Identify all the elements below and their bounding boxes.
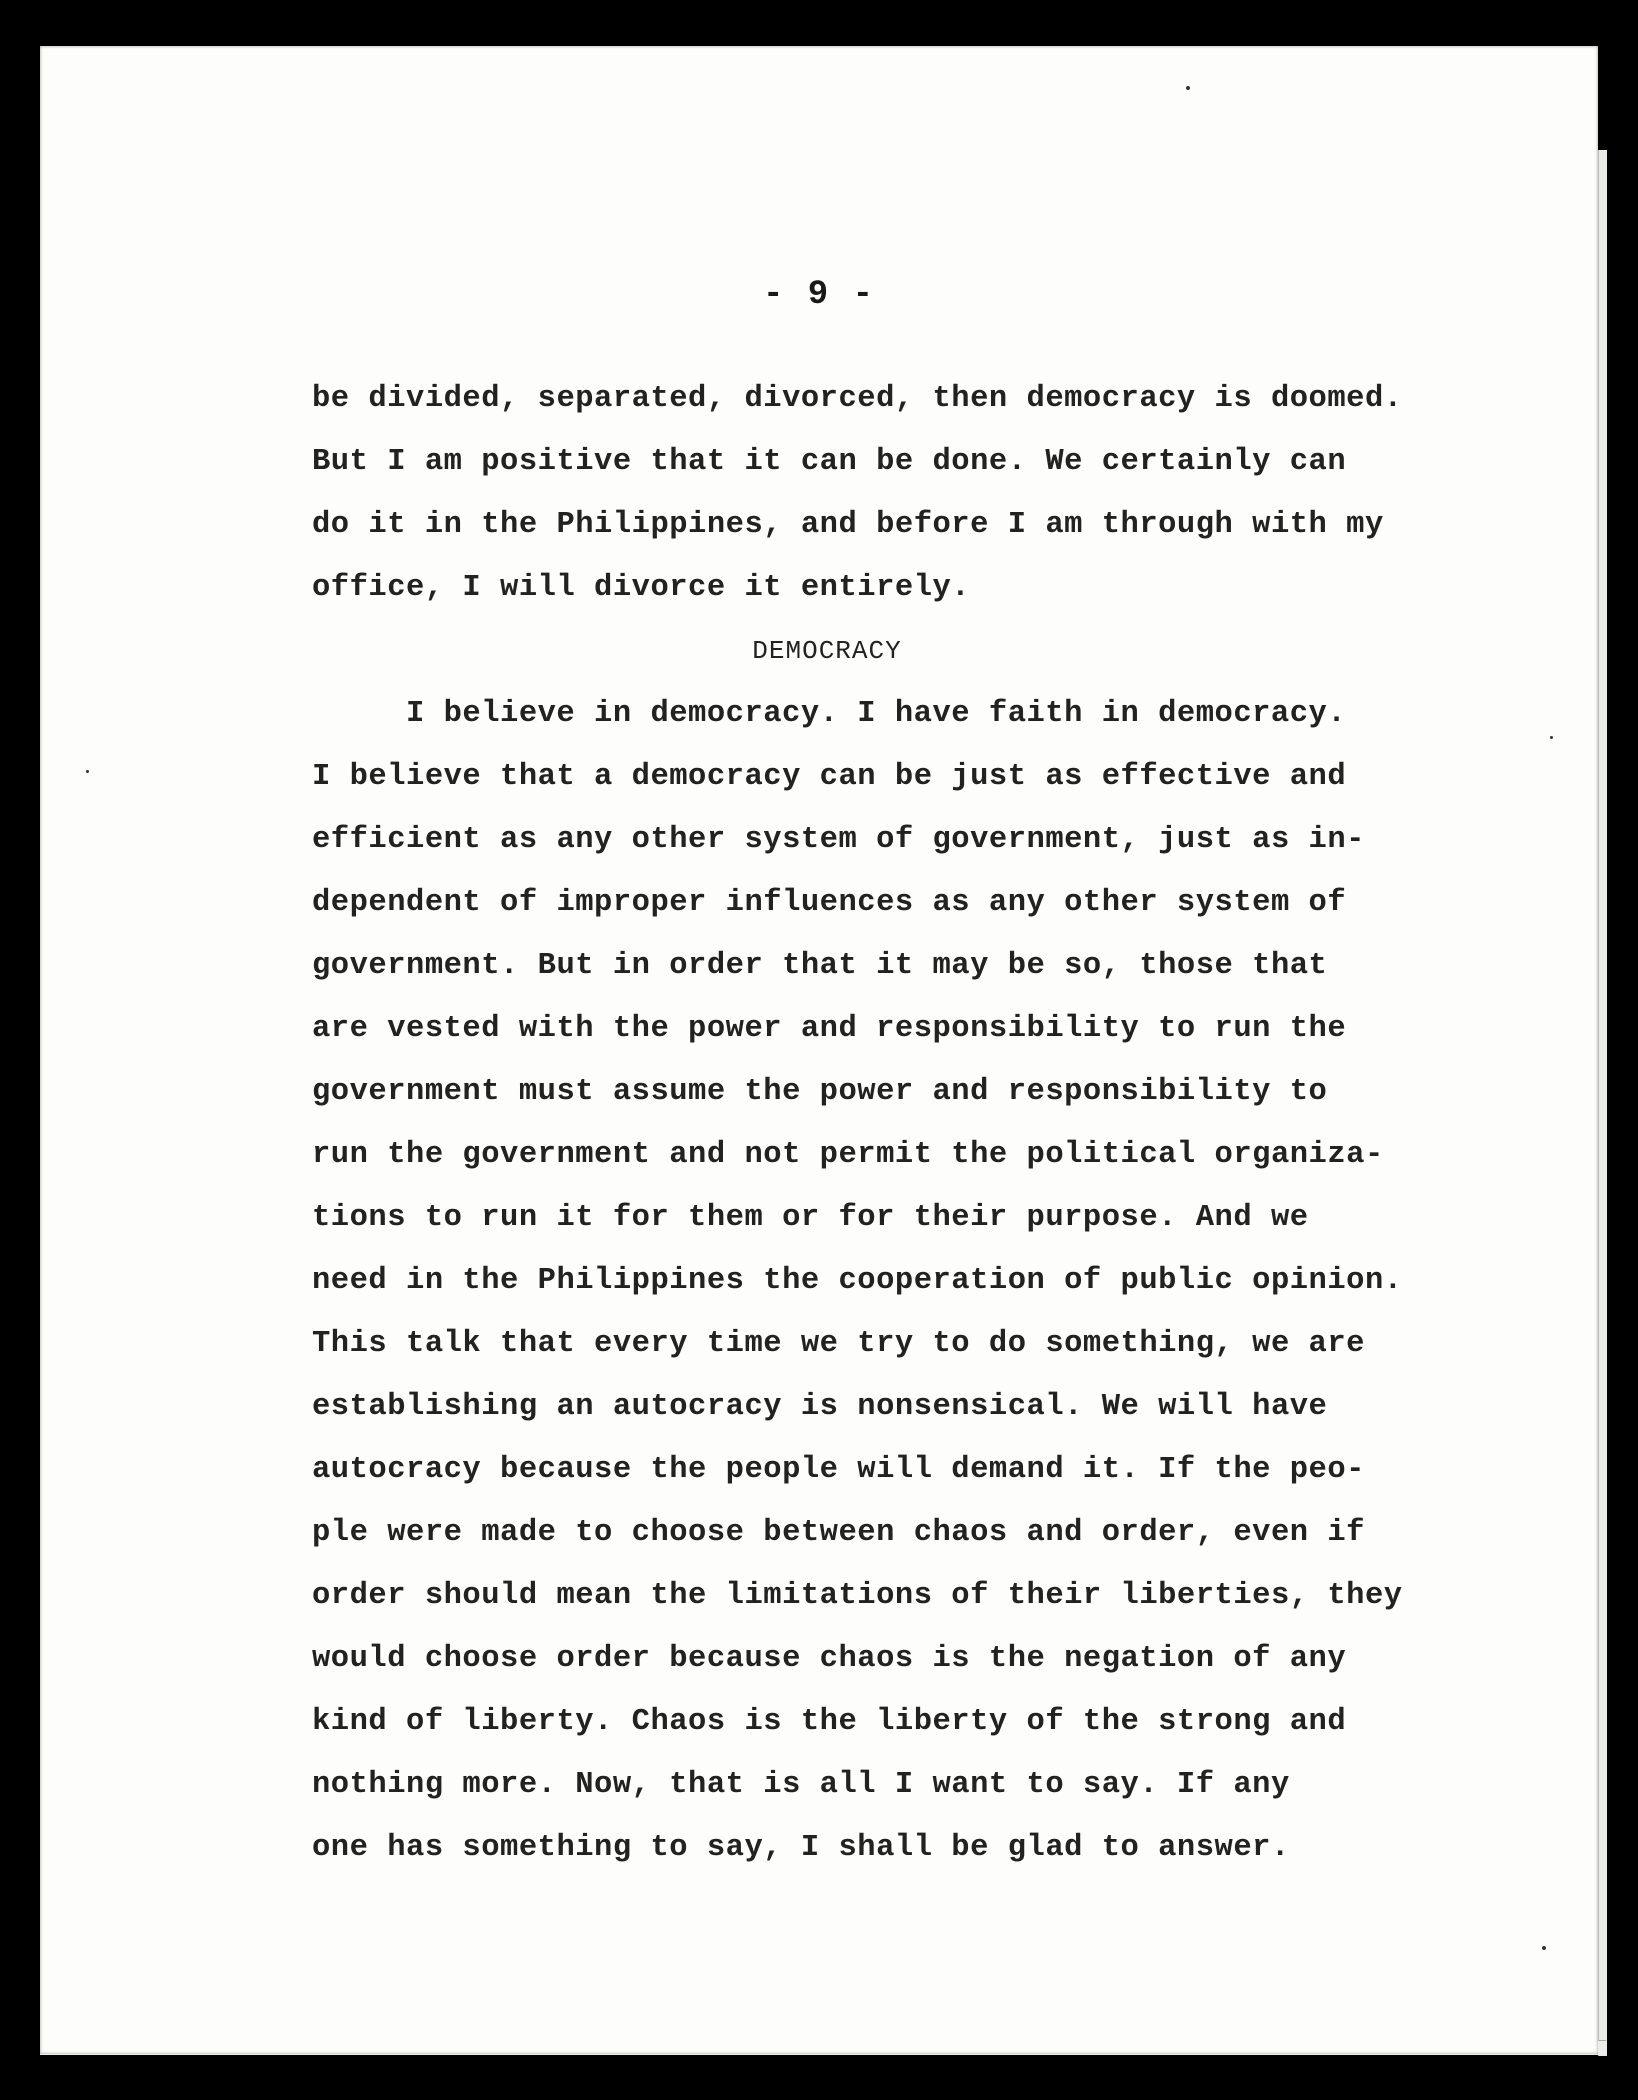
text-line: would choose order because chaos is the negation of any <box>312 1642 1347 1676</box>
paper-speck <box>1550 736 1553 739</box>
text-line: run the government and not permit the political organiza- <box>312 1138 1384 1172</box>
text-line: nothing more. Now, that is all I want to say. If any <box>312 1768 1290 1802</box>
text-line: government must assume the power and responsibility to <box>312 1075 1328 1109</box>
paragraph-two <box>312 683 1422 1880</box>
text-line: office, I will divorce it entirely. <box>312 571 971 605</box>
paragraph-one <box>312 368 1422 620</box>
text-line: establishing an autocracy is nonsensical. We will have <box>312 1390 1328 1424</box>
text-line: I believe that a democracy can be just as effective and <box>312 760 1347 794</box>
text-line: do it in the Philippines, and before I am through with my <box>312 508 1384 542</box>
paper-speck <box>86 770 89 773</box>
text-line: kind of liberty. Chaos is the liberty of the strong and <box>312 1705 1347 1739</box>
text-line: autocracy because the people will demand it. If the peo- <box>312 1453 1365 1487</box>
section-heading: DEMOCRACY <box>752 636 902 666</box>
document-body <box>312 368 1422 1880</box>
text-line: are vested with the power and responsibility to run the <box>312 1012 1347 1046</box>
text-line: ple were made to choose between chaos and order, even if <box>312 1516 1365 1550</box>
text-line: dependent of improper influences as any other system of <box>312 886 1347 920</box>
page-number: - 9 - <box>762 276 876 314</box>
paper-speck <box>1186 86 1190 90</box>
text-line: government. But in order that it may be so, those that <box>312 949 1328 983</box>
text-line: But I am positive that it can be done. We certainly can <box>312 445 1347 479</box>
text-line: tions to run it for them or for their purpose. And we <box>312 1201 1309 1235</box>
text-line: one has something to say, I shall be glad to answer. <box>312 1831 1290 1865</box>
text-line: order should mean the limitations of their liberties, they <box>312 1579 1403 1613</box>
text-line: efficient as any other system of government, just as in- <box>312 823 1365 857</box>
text-line: be divided, separated, divorced, then democracy is doomed. <box>312 382 1403 416</box>
paper-speck <box>1542 1946 1546 1950</box>
paper-edge-right <box>1598 150 1607 2056</box>
text-line: I believe in democracy. I have faith in democracy. <box>406 697 1347 731</box>
text-line: This talk that every time we try to do something, we are <box>312 1327 1365 1361</box>
text-line: need in the Philippines the cooperation of public opinion. <box>312 1264 1403 1298</box>
